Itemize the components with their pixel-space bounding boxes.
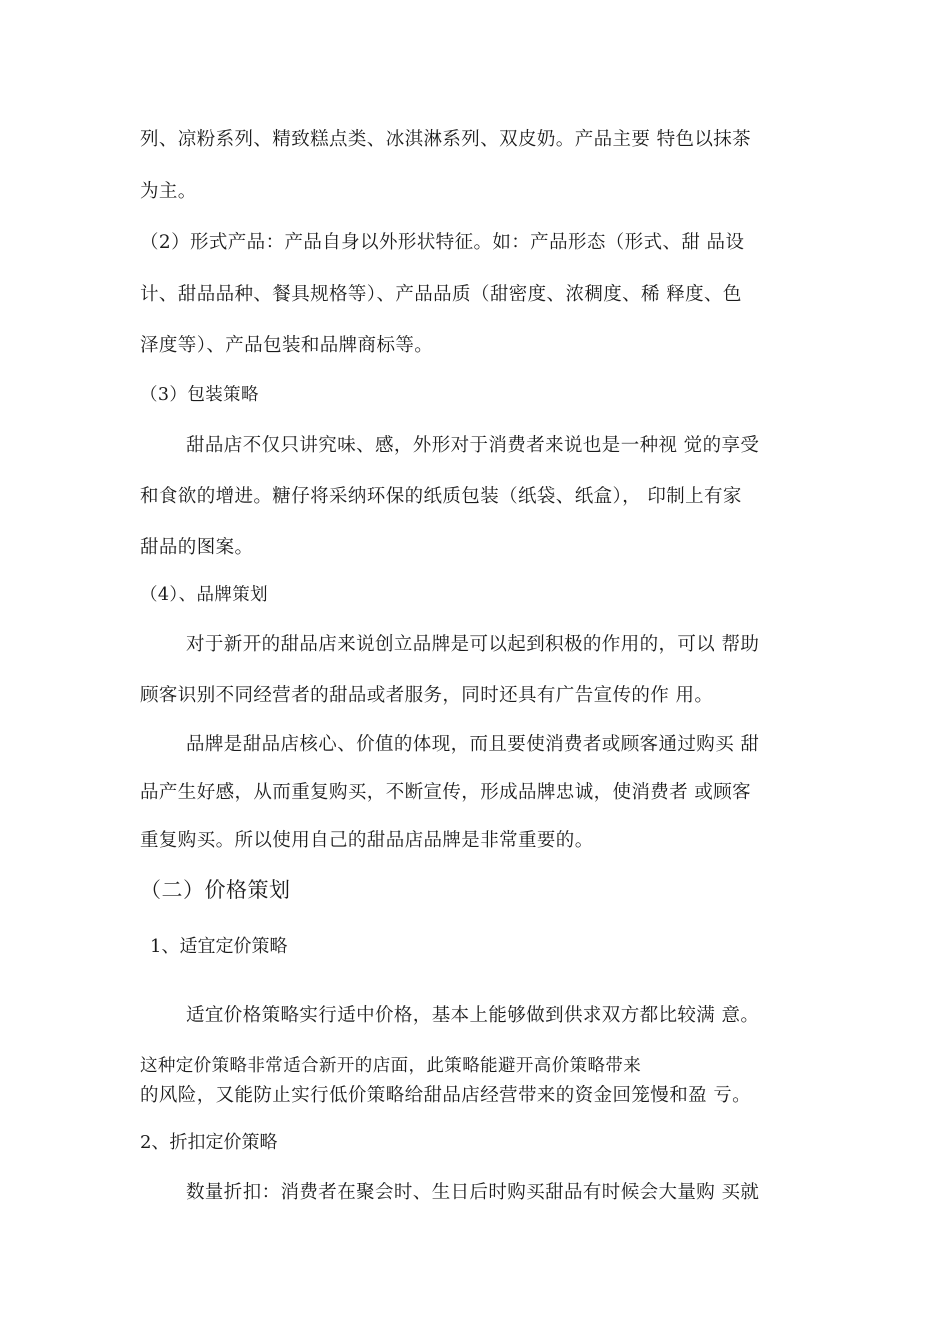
pricing-p2-line-1: 数量折扣：消费者在聚会时、生日后时购买甜品有时候会大量购 买就 [186, 1182, 760, 1203]
pricing-heading: （二）价格策划 [140, 878, 291, 902]
form-product-line-2: 计、甜品品种、餐具规格等）、产品品质（甜密度、浓稠度、稀 释度、色 [140, 284, 742, 305]
pricing-p1-line-3: 的风险，又能防止实行低价策略给甜品店经营带来的资金回笼慢和盈 亏。 [140, 1085, 752, 1106]
packaging-heading: （3）包装策略 [140, 385, 259, 405]
packaging-line-2: 和食欲的增进。糖仔将采纳环保的纸质包装（纸袋、纸盒）， 印制上有家 [140, 486, 742, 507]
brand-p1-line-2: 顾客识别不同经营者的甜品或者服务，同时还具有广告宣传的作 用。 [140, 685, 714, 706]
pricing-subheading-1: 1、适宜定价策略 [150, 936, 288, 957]
pricing-subheading-2: 2、折扣定价策略 [140, 1132, 278, 1153]
packaging-line-1: 甜品店不仅只讲究味、感，外形对于消费者来说也是一种视 觉的享受 [186, 435, 760, 456]
brand-p2-line-2: 品产生好感，从而重复购买，不断宣传，形成品牌忠诚，使消费者 或顾客 [140, 782, 752, 803]
intro-line-1: 列、凉粉系列、精致糕点类、冰淇淋系列、双皮奶。产品主要 特色以抹茶 [140, 129, 752, 150]
pricing-p1-line-2: 这种定价策略非常适合新开的店面，此策略能避开高价策略带来 [140, 1056, 642, 1076]
form-product-line-1: （2）形式产品：产品自身以外形状特征。如：产品形态（形式、甜 品设 [140, 232, 745, 253]
form-product-line-3: 泽度等）、产品包装和品牌商标等。 [140, 335, 434, 356]
brand-p1-line-1: 对于新开的甜品店来说创立品牌是可以起到积极的作用的，可以 帮助 [186, 634, 760, 655]
brand-p2-line-3: 重复购买。所以使用自己的甜品店品牌是非常重要的。 [140, 830, 594, 851]
brand-heading: （4）、品牌策划 [140, 585, 269, 605]
packaging-line-3: 甜品的图案。 [140, 537, 254, 558]
brand-p2-line-1: 品牌是甜品店核心、价值的体现，而且要使消费者或顾客通过购买 甜 [186, 734, 760, 755]
pricing-p1-line-1: 适宜价格策略实行适中价格，基本上能够做到供求双方都比较满 意。 [186, 1005, 760, 1026]
intro-line-2: 为主。 [140, 181, 197, 202]
